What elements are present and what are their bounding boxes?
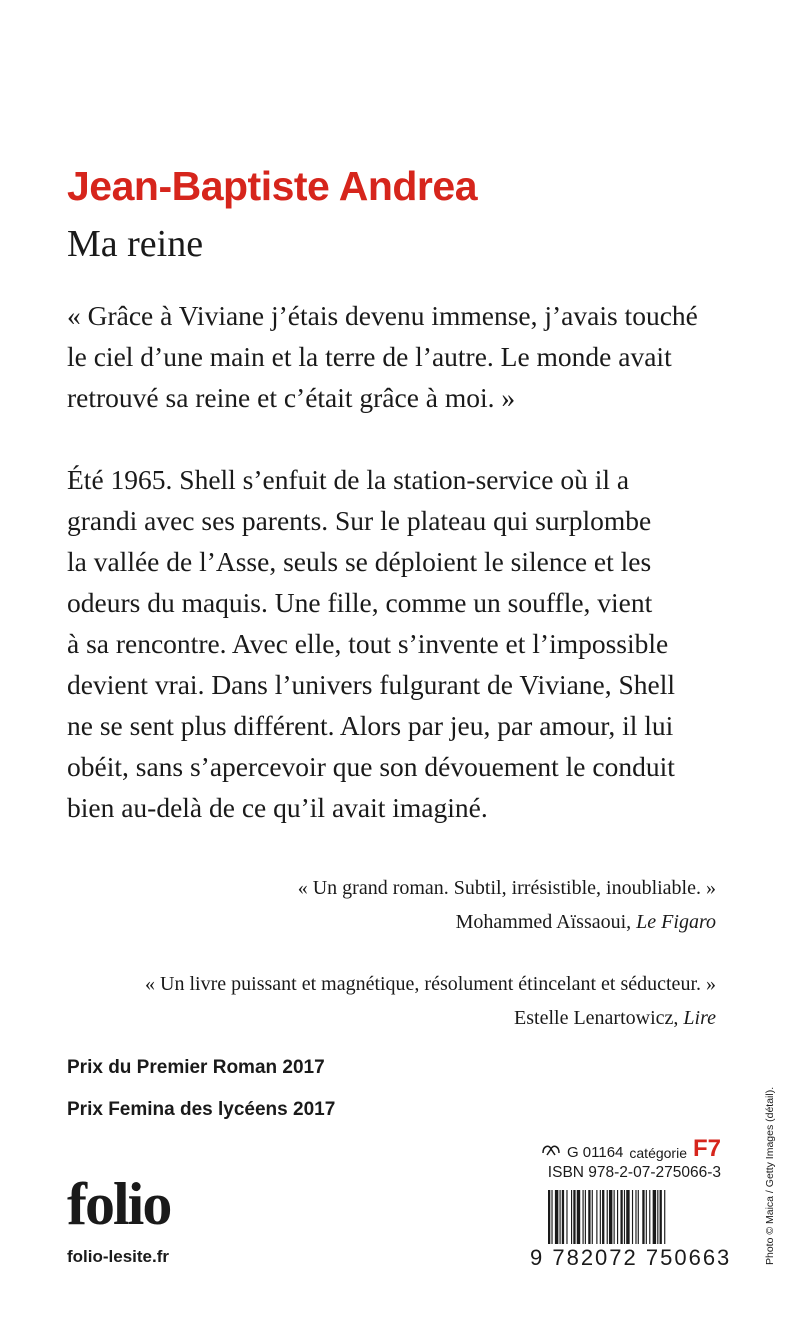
excerpt-quote xyxy=(67,295,735,418)
reference-code: G 01164 xyxy=(566,1144,624,1161)
barcode-bar xyxy=(609,1190,612,1244)
barcode-digits: 9 782072 750663 xyxy=(530,1245,732,1270)
barcode-bar xyxy=(624,1190,625,1244)
publisher-website: folio-lesite.fr xyxy=(67,1247,170,1266)
barcode-bar xyxy=(566,1190,567,1244)
barcode-bar xyxy=(585,1190,586,1244)
review-source: Le Figaro xyxy=(636,911,716,933)
book-title: Ma reine xyxy=(67,223,204,265)
synopsis-line: à sa rencontre. Avec elle, tout s’invente et l’impossible xyxy=(67,628,669,659)
isbn: ISBN 978-2-07-275066-3 xyxy=(547,1164,721,1181)
barcode-bar xyxy=(573,1190,575,1244)
barcode-bar xyxy=(635,1190,636,1244)
barcode-bar xyxy=(588,1190,590,1244)
review-attribution xyxy=(56,1001,716,1035)
review-source: Lire xyxy=(683,1007,716,1029)
barcode-bar xyxy=(607,1190,608,1244)
quote-line: retrouvé sa reine et c’était grâce à moi. » xyxy=(67,382,516,413)
barcode-bar xyxy=(596,1190,597,1244)
synopsis-line: odeurs du maquis. Une fille, comme un souffle, vient xyxy=(67,587,653,618)
barcode-bar xyxy=(551,1190,552,1244)
quote-line: le ciel d’une main et la terre de l’autre. Le monde avait xyxy=(67,341,672,372)
barcode-bar xyxy=(555,1190,558,1244)
barcode-bar xyxy=(660,1190,662,1244)
barcode-bar xyxy=(602,1190,604,1244)
barcode-bar xyxy=(626,1190,629,1244)
barcode-bar xyxy=(571,1190,572,1244)
publisher-logo: folio xyxy=(67,1171,171,1237)
barcode-bar xyxy=(642,1190,644,1244)
review-author: Mohammed Aïssaoui, xyxy=(455,911,637,933)
press-review xyxy=(56,871,716,939)
category-code: F7 xyxy=(692,1135,721,1162)
synopsis xyxy=(67,459,735,828)
barcode-bar xyxy=(664,1190,665,1244)
category-label: catégorie xyxy=(629,1145,687,1161)
barcode-bar xyxy=(560,1190,561,1244)
synopsis-line: bien au-delà de ce qu’il avait imaginé. xyxy=(67,792,488,823)
photo-credit: Photo © Maica / Getty Images (détail). xyxy=(764,1086,776,1265)
synopsis-line: la vallée de l’Asse, seuls se déploient le silence et les xyxy=(67,546,652,577)
barcode-bar xyxy=(614,1190,615,1244)
review-text: « Un grand roman. Subtil, irrésistible, inoubliable. » xyxy=(297,877,716,899)
review-attribution xyxy=(56,905,716,939)
barcode-bar xyxy=(600,1190,601,1244)
barcode-bar xyxy=(583,1190,584,1244)
prize: Prix du Premier Roman 2017 xyxy=(67,1057,325,1078)
prize: Prix Femina des lycéens 2017 xyxy=(67,1099,336,1120)
barcode-bar xyxy=(638,1190,639,1244)
barcode-bar xyxy=(548,1190,550,1244)
review-text: « Un livre puissant et magnétique, résolument étincelant et séducteur. » xyxy=(145,973,716,995)
gallimard-monogram-icon xyxy=(541,1141,561,1161)
barcode-bar xyxy=(577,1190,580,1244)
synopsis-line: ne se sent plus différent. Alors par jeu, par amour, il lui xyxy=(67,710,674,741)
barcode-bar xyxy=(617,1190,618,1244)
barcode-bar xyxy=(646,1190,647,1244)
review-author: Estelle Lenartowicz, xyxy=(514,1007,684,1029)
barcode-bar xyxy=(592,1190,593,1244)
synopsis-line: grandi avec ses parents. Sur le plateau qui surplombe xyxy=(67,505,652,536)
catalog-reference xyxy=(537,1133,721,1161)
barcode-bar xyxy=(653,1190,656,1244)
synopsis-line: obéit, sans s’apercevoir que son dévouement le conduit xyxy=(67,751,675,782)
author-name: Jean-Baptiste Andrea xyxy=(67,163,477,209)
quote-line: « Grâce à Viviane j’étais devenu immense, j’avais touché xyxy=(67,300,698,331)
barcode-bar xyxy=(620,1190,622,1244)
synopsis-line: Été 1965. Shell s’enfuit de la station-service où il a xyxy=(67,464,630,495)
barcode-bar xyxy=(562,1190,564,1244)
press-review xyxy=(56,967,716,1035)
barcode-bar xyxy=(632,1190,633,1244)
barcode-bar xyxy=(657,1190,658,1244)
synopsis-line: devient vrai. Dans l’univers fulgurant de Viviane, Shell xyxy=(67,669,676,700)
barcode-bar xyxy=(649,1190,650,1244)
